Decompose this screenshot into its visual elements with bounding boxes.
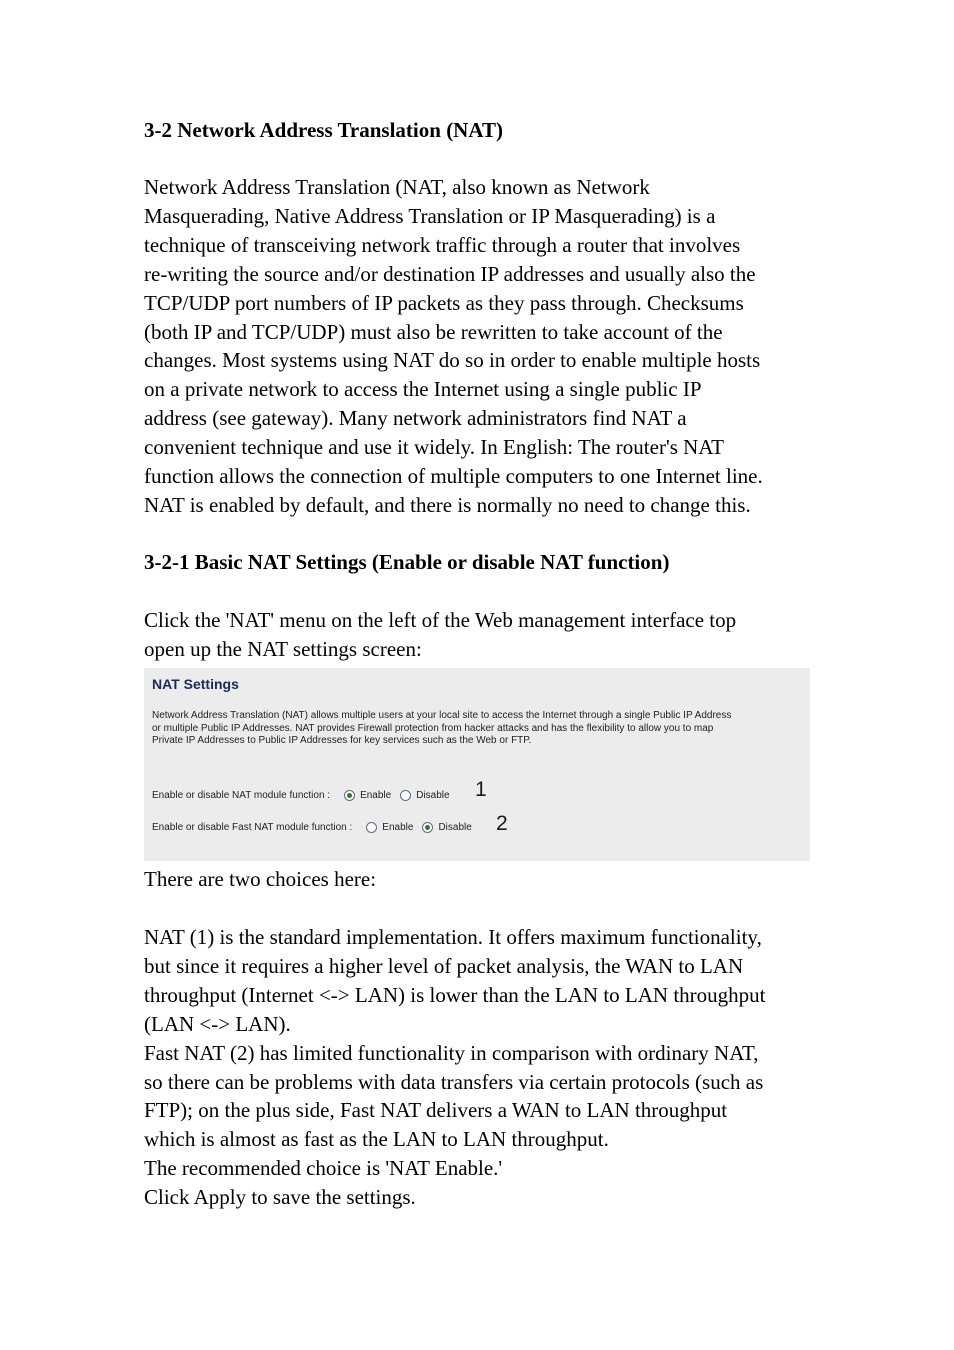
intro-line: Masquerading, Native Address Translation or IP Masquerading) is a — [144, 203, 716, 228]
nat-module-row — [152, 790, 459, 801]
fast-nat-enable-radio[interactable] — [366, 822, 377, 833]
choices-line: There are two choices here: — [144, 867, 377, 891]
intro-line: (both IP and TCP/UDP) must also be rewritten to take account of the — [144, 319, 723, 344]
body-line: FTP); on the plus side, Fast NAT delivers a WAN to LAN throughput — [144, 1098, 728, 1123]
nat-settings-screenshot — [144, 668, 810, 861]
fast-nat-enable-label: Enable — [382, 822, 414, 833]
nat-disable-radio[interactable] — [400, 790, 411, 801]
fast-nat-disable-radio[interactable] — [422, 822, 433, 833]
body-line: which is almost as fast as the LAN to LAN throughput. — [144, 1127, 609, 1152]
section-heading: 3-2 Network Address Translation (NAT) — [144, 118, 503, 142]
nat-enable-radio[interactable] — [344, 790, 355, 801]
intro-line: address (see gateway). Many network administrators find NAT a — [144, 406, 687, 431]
fast-nat-disable-label: Disable — [438, 822, 472, 833]
instruction-line: Click the 'NAT' menu on the left of the Web management interface top — [144, 608, 737, 632]
body-line: The recommended choice is 'NAT Enable.' — [144, 1156, 503, 1181]
body-line: so there can be problems with data transfers via certain protocols (such as — [144, 1069, 764, 1094]
subsection-heading: 3-2-1 Basic NAT Settings (Enable or disable NAT function) — [144, 550, 670, 574]
body-line: throughput (Internet <-> LAN) is lower than the LAN to LAN throughput — [144, 982, 766, 1007]
intro-line: re-writing the source and/or destination IP addresses and usually also the — [144, 261, 756, 286]
nat-description-line: or multiple Public IP Addresses. NAT provides Firewall protection from hacker attacks and has the flexibility to allow you to map — [152, 722, 714, 734]
body-line: Click Apply to save the settings. — [144, 1185, 416, 1210]
explanation-paragraph — [144, 923, 765, 1212]
nat-description-line: Network Address Translation (NAT) allows multiple users at your local site to access the Internet through a single Public IP Address — [152, 710, 732, 721]
nat-settings-description — [152, 710, 802, 748]
intro-line: NAT is enabled by default, and there is normally no need to change this. — [144, 492, 751, 517]
intro-line: changes. Most systems using NAT do so in order to enable multiple hosts — [144, 348, 761, 373]
nat-enable-label: Enable — [360, 790, 392, 801]
intro-line: Network Address Translation (NAT, also known as Network — [144, 175, 650, 199]
callout-marker-1: 1 — [475, 778, 487, 801]
body-line: Fast NAT (2) has limited functionality in comparison with ordinary NAT, — [144, 1040, 759, 1065]
fast-nat-module-row — [152, 822, 481, 833]
nat-description-line: Private IP Addresses to Public IP Addresses for key services such as the Web or FTP. — [152, 735, 532, 746]
callout-marker-2: 2 — [496, 812, 508, 835]
intro-line: TCP/UDP port numbers of IP packets as they pass through. Checksums — [144, 290, 744, 315]
instruction-line: open up the NAT settings screen: — [144, 636, 422, 661]
intro-paragraph — [144, 173, 763, 520]
nat-settings-title: NAT Settings — [152, 676, 239, 692]
intro-line: function allows the connection of multiple computers to one Internet line. — [144, 464, 763, 489]
body-line: (LAN <-> LAN). — [144, 1011, 291, 1036]
intro-line: technique of transceiving network traffic through a router that involves — [144, 232, 741, 257]
fast-nat-module-label: Enable or disable Fast NAT module function : — [152, 822, 353, 833]
body-line: NAT (1) is the standard implementation. It offers maximum functionality, — [144, 925, 762, 949]
instruction-paragraph — [144, 606, 736, 664]
intro-line: convenient technique and use it widely. In English: The router's NAT — [144, 435, 724, 460]
intro-line: on a private network to access the Internet using a single public IP — [144, 377, 702, 402]
nat-disable-label: Disable — [416, 790, 450, 801]
nat-module-label: Enable or disable NAT module function : — [152, 790, 331, 801]
body-line: but since it requires a higher level of packet analysis, the WAN to LAN — [144, 953, 744, 978]
